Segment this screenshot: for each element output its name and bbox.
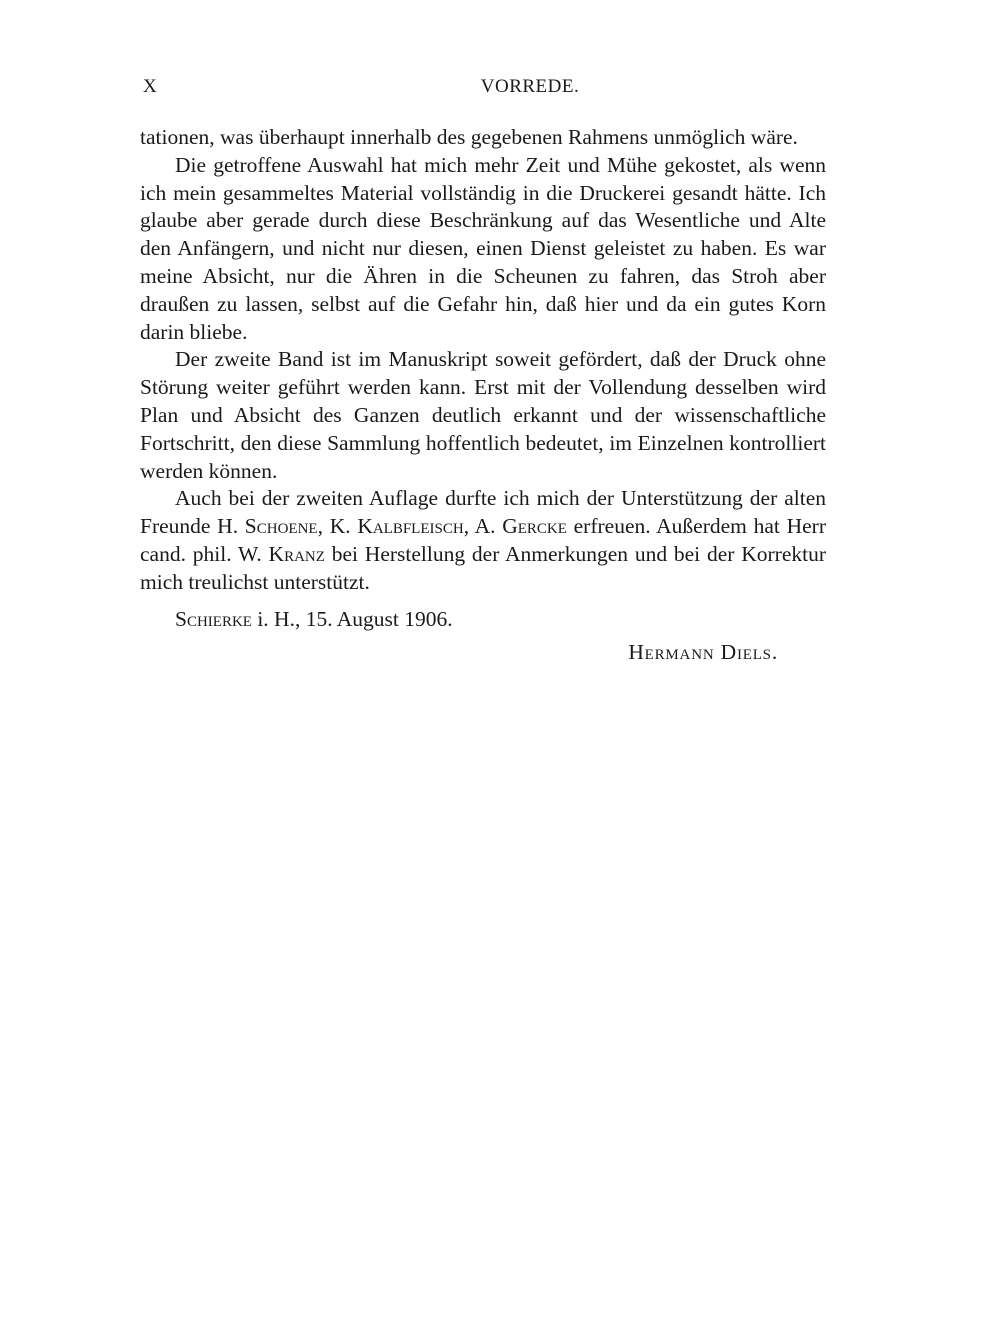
acknowledgements-text-end: bei Herstellung der Anmerkungen und bei der Korrektur mich treulichst unterstützt. xyxy=(140,541,827,594)
dateline xyxy=(140,607,826,632)
name-schoene: Schoene xyxy=(244,514,318,539)
name-kranz: Kranz xyxy=(268,541,325,566)
paragraph-second-volume: Der zweite Band ist im Manuskript soweit gefördert, daß der Druck ohne Störung weiter geführt werden kann. Erst mit der Vollendung desselben wird Plan und Absicht des Ganzen deutlich erkannt und der wissenschaftliche Fortschritt, den diese Sammlung hoffentlich bedeutet, im Einzelnen kontrolliert werden können. xyxy=(140,347,826,483)
running-head xyxy=(140,72,826,102)
name-gercke: Gercke xyxy=(502,514,567,539)
dateline-place: Schierke xyxy=(175,606,252,631)
dateline-date: i. H., 15. August 1906. xyxy=(251,606,453,631)
paragraph-continuation: tationen, was überhaupt innerhalb des gegebenen Rahmens unmöglich wäre. xyxy=(140,125,798,149)
separator: , K. xyxy=(317,514,358,539)
paragraph-selection: Die getroffene Auswahl hat mich mehr Zeit und Mühe gekostet, als wenn ich mein gesammeltes Material vollständig in die Druckerei gesandt hätte. Ich glaube aber gerade durch diese Beschränkung auf das Wesentliche und Alte den Anfängern, und nicht nur diesen, einen Dienst geleistet zu haben. Es war meine Absicht, nur die Ähren in die Scheunen zu fahren, das Stroh aber draußen zu lassen, selbst auf die Gefahr hin, daß hier und da ein gutes Korn darin bliebe. xyxy=(140,152,826,344)
body-text xyxy=(140,124,826,597)
signature: Hermann Diels. xyxy=(628,639,778,664)
document-page xyxy=(140,72,826,665)
name-kalbfleisch: Kalbfleisch xyxy=(357,514,464,539)
acknowledgements-text-middle: erfreuen. Außerdem hat Herr cand. phil. W. xyxy=(140,514,826,566)
separator: , A. xyxy=(463,514,503,539)
paragraph-acknowledgements xyxy=(140,485,826,596)
page-number: X xyxy=(143,76,158,97)
running-title: VORREDE. xyxy=(480,76,580,97)
acknowledgements-text-start: Auch bei der zweiten Auflage durfte ich mich der Unterstützung der alten Freunde H. xyxy=(140,486,826,539)
